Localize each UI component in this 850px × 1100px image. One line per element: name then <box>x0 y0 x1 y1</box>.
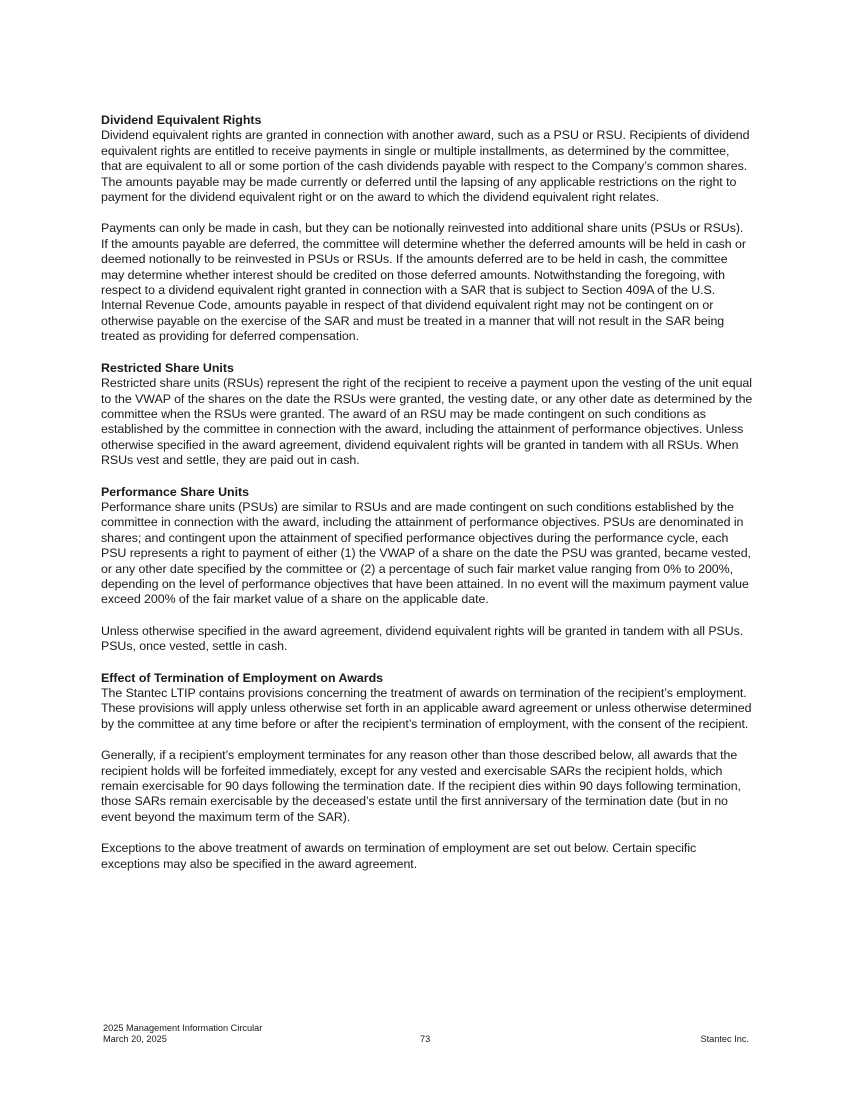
paragraph: Generally, if a recipient’s employment terminates for any reason other than those described below, all awards that the recipient holds will be forfeited immediately, except for any vested and exercisable SARs the recipient holds, which remain exercisable for 90 days following the termination date. If the recipient dies within 90 days following termination, those SARs remain exercisable by the deceased’s estate until the first anniversary of the termination date (but in no event beyond the maximum term of the SAR). <box>101 748 741 824</box>
paragraph: The Stantec LTIP contains provisions concerning the treatment of awards on termination of the recipient’s employment. These provisions will apply unless otherwise set forth in an applicable award agreement or unless otherwise determined by the committee at any time before or after the recipient’s termination of employment, with the consent of the recipient. <box>101 686 752 731</box>
paragraph: Performance share units (PSUs) are similar to RSUs and are made contingent on such conditions established by the committee in connection with the award, including the attainment of performance objectives. PSUs are denominated in shares; and contingent upon the attainment of specified performance objectives during the performance cycle, each PSU represents a right to payment of either (1) the VWAP of a share on the date the PSU was granted, became vested, or any other date specified by the committee or (2) a percentage of such fair market value ranging from 0% to 200%, depending on the level of performance objectives that have been attained. In no event will the maximum payment value exceed 200% of the fair market value of a share on the applicable date. <box>101 499 751 607</box>
paragraph: Dividend equivalent rights are granted in connection with another award, such as a PSU or RSU. Recipients of dividend equivalent rights are entitled to receive payments in single or multiple installments, as determined by the committee, that are equivalent to all or some portion of the cash dividends payable with respect to the Company’s common shares. The amounts payable may be made currently or deferred until the lapsing of any applicable restrictions on the right to payment for the dividend equivalent right or on the award to which the dividend equivalent right relates. <box>101 128 750 205</box>
section-heading: Performance Share Units <box>101 484 250 499</box>
section-performance-share-units <box>101 485 753 655</box>
paragraph: Unless otherwise specified in the award agreement, dividend equivalent rights will be granted in tandem with all PSUs. PSUs, once vested, settle in cash. <box>101 623 744 654</box>
section-effect-of-termination <box>101 671 753 872</box>
paragraph: Exceptions to the above treatment of awards on termination of employment are set out below. Certain specific exceptions may also be specified in the award agreement. <box>101 841 697 871</box>
document-body <box>101 113 753 888</box>
section-restricted-share-units <box>101 361 753 469</box>
section-heading: Dividend Equivalent Rights <box>101 113 262 127</box>
section-heading: Effect of Termination of Employment on Awards <box>101 670 384 685</box>
paragraph: Restricted share units (RSUs) represent the right of the recipient to receive a payment upon the vesting of the unit equal to the VWAP of the shares on the date the RSUs were granted, the vesting date, or any other date as determined by the committee when the RSUs were granted. The award of an RSU may be made contingent on such conditions as established by the committee in connection with the award, including the attainment of performance objectives. Unless otherwise specified in the award agreement, dividend equivalent rights will be granted in tandem with all RSUs. When RSUs vest and settle, they are paid out in cash. <box>101 376 753 468</box>
section-heading: Restricted Share Units <box>101 360 234 375</box>
footer-company: Stantec Inc. <box>700 1034 749 1044</box>
section-dividend-equivalent-rights <box>101 113 753 345</box>
footer-page-number: 73 <box>420 1034 431 1044</box>
paragraph: Payments can only be made in cash, but they can be notionally reinvested into additional share units (PSUs or RSUs). If the amounts payable are deferred, the committee will determine whether the deferred amounts will be held in cash or deemed notionally to be reinvested in PSUs or RSUs. If the amounts deferred are to be held in cash, the committee may determine whether interest should be credited on those deferred amounts. Notwithstanding the foregoing, with respect to a dividend equivalent right granted in connection with a SAR that is subject to Section 409A of the U.S. Internal Revenue Code, amounts payable in respect of that dividend equivalent right may not be contingent on or otherwise payable on the exercise of the SAR and must be treated in a manner that will not result in the SAR being treated as providing for deferred compensation. <box>101 221 746 344</box>
footer-date: March 20, 2025 <box>103 1034 167 1044</box>
footer-doc-title: 2025 Management Information Circular <box>103 1023 263 1033</box>
footer-document-info <box>103 1023 262 1045</box>
